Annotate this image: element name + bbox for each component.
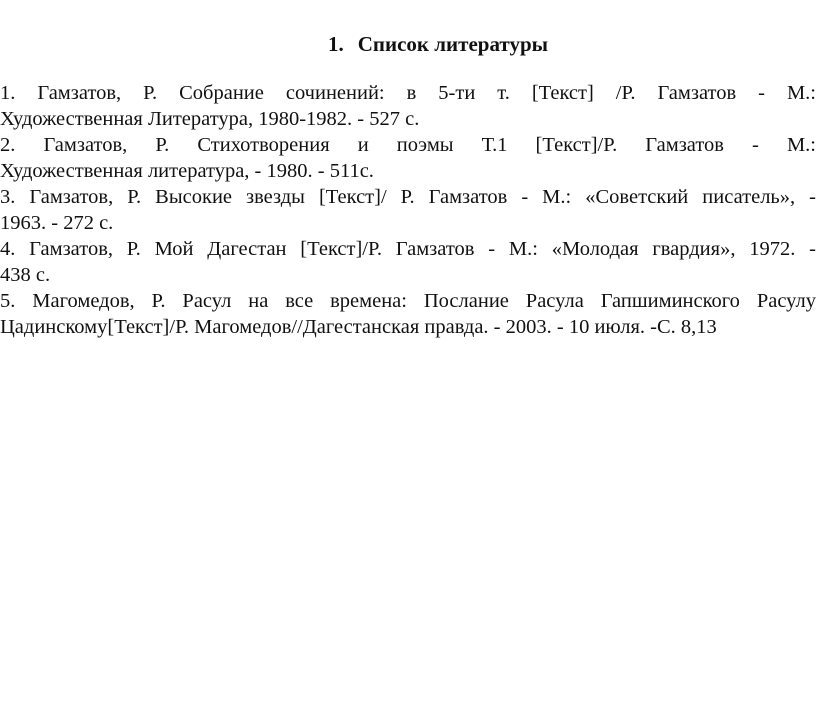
heading-title: Список литературы bbox=[357, 32, 549, 56]
reference-line: 4. Гамзатов, Р. Мой Дагестан [Текст]/Р. Гамзатов - М.: «Молодая гвардия», 1972. - bbox=[0, 238, 816, 260]
reference-line: 1963. - 272 с. bbox=[0, 212, 114, 234]
reference-line: 438 с. bbox=[0, 264, 51, 286]
reference-item-2 bbox=[0, 132, 816, 184]
reference-line: Художественная Литература, 1980-1982. - 527 с. bbox=[0, 108, 420, 130]
reference-item-4 bbox=[0, 236, 816, 288]
reference-line: Художественная литература, - 1980. - 511с. bbox=[0, 160, 374, 182]
heading-number: 1. bbox=[327, 32, 344, 56]
reference-line: 3. Гамзатов, Р. Высокие звезды [Текст]/ Р. Гамзатов - М.: «Советский писатель», - bbox=[0, 186, 816, 208]
reference-line: 5. Магомедов, Р. Расул на все времена: Послание Расула Гапшиминского Расулу bbox=[0, 290, 816, 312]
page-title bbox=[0, 30, 816, 58]
reference-line: Цадинскому[Текст]/Р. Магомедов//Дагестанская правда. - 2003. - 10 июля. -С. 8,13 bbox=[0, 316, 717, 338]
reference-line: 2. Гамзатов, Р. Стихотворения и поэмы Т.1 [Текст]/Р. Гамзатов - М.: bbox=[0, 134, 816, 156]
reference-line: 1. Гамзатов, Р. Собрание сочинений: в 5-ти т. [Текст] /Р. Гамзатов - М.: bbox=[0, 82, 816, 104]
reference-item-3 bbox=[0, 184, 816, 236]
reference-item-1 bbox=[0, 80, 816, 132]
reference-item-5 bbox=[0, 288, 816, 340]
reference-list bbox=[0, 80, 816, 340]
